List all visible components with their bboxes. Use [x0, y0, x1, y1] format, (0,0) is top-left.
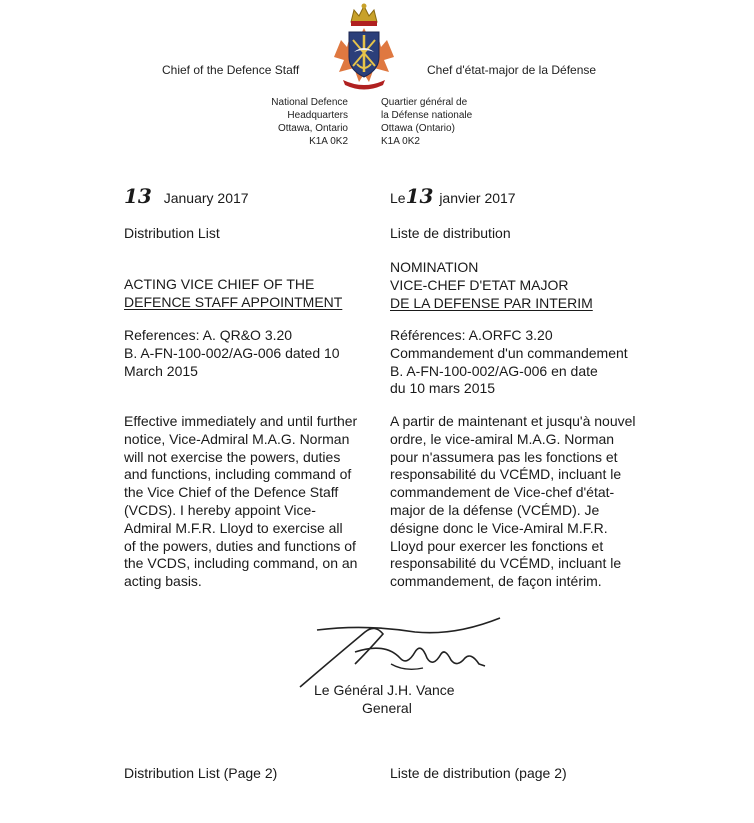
body-en [124, 413, 357, 591]
reference-line: Commandement d'un commandement [390, 344, 628, 361]
reference-line: References: A. QR&O 3.20 [124, 327, 293, 343]
subject-en-line: DEFENCE STAFF APPOINTMENT [124, 293, 343, 310]
body-line: responsabilité du VCÉMD, incluant le [390, 466, 622, 483]
body-line: Lloyd pour exercer les fonctions et [390, 537, 604, 554]
subject-fr-line: DE LA DEFENSE PAR INTERIM [390, 294, 593, 311]
address-fr-line: Quartier général de [381, 97, 468, 108]
subject-fr-line: VICE-CHEF D'ETAT MAJOR [390, 276, 569, 293]
signature-name: Le Général J.H. Vance [314, 682, 455, 698]
address-en-line: Ottawa, Ontario [277, 123, 348, 134]
footer-en: Distribution List (Page 2) [124, 765, 278, 781]
reference-line: Références: A.ORFC 3.20 [390, 327, 553, 343]
address-en-line: National Defence [271, 97, 348, 108]
subject-en [124, 276, 342, 312]
address-fr-line: Ottawa (Ontario) [381, 123, 455, 134]
reference-line: March 2015 [124, 362, 198, 379]
body-line: Admiral M.F.R. Lloyd to exercise all [124, 519, 343, 536]
subject-fr-line: NOMINATION [390, 259, 479, 275]
body-line: will not exercise the powers, duties [124, 448, 341, 465]
body-line: pour n'assumera pas les fonctions et [390, 448, 618, 465]
distribution-en: Distribution List [124, 225, 220, 241]
date-day-handwritten: 13 [124, 184, 152, 208]
body-line: (VCDS). I hereby appoint Vice- [124, 501, 316, 518]
body-line: and functions, including command of [124, 466, 352, 483]
header-title-fr: Chef d'état-major de la Défense [427, 63, 597, 77]
handwritten-signature [295, 612, 505, 692]
body-line: responsabilité du VCÉMD, incluant le [390, 555, 622, 572]
body-line: the VCDS, including command, on an [124, 555, 358, 572]
crest-emblem [329, 2, 399, 92]
body-line: notice, Vice-Admiral M.A.G. Norman [124, 430, 350, 447]
reference-line: B. A-FN-100-002/AG-006 dated 10 [124, 344, 340, 361]
date-fr-rest: janvier 2017 [439, 190, 516, 206]
body-line: commandement de Vice-chef d'état- [390, 484, 615, 501]
subject-fr [390, 259, 593, 312]
reference-line: B. A-FN-100-002/AG-006 en date [390, 362, 598, 379]
body-line: désigne donc le Vice-Amiral M.F.R. [390, 519, 608, 536]
address-fr [381, 96, 472, 148]
address-en [271, 96, 348, 148]
address-en-line: K1A 0K2 [309, 136, 348, 147]
references-en [124, 327, 340, 380]
body-line: Effective immediately and until further [124, 413, 358, 429]
body-line: commandement, de façon intérim. [390, 573, 602, 590]
body-line: A partir de maintenant et jusqu'à nouvel [390, 413, 636, 429]
date-en [124, 184, 249, 208]
date-fr-prefix: Le [390, 190, 406, 206]
subject-en-line: ACTING VICE CHIEF OF THE [124, 276, 315, 292]
reference-line: du 10 mars 2015 [390, 380, 496, 397]
signature-rank: General [362, 700, 412, 716]
body-line: of the powers, duties and functions of [124, 537, 356, 554]
body-line: the Vice Chief of the Defence Staff [124, 484, 339, 501]
references-fr [390, 327, 628, 398]
address-fr-line: K1A 0K2 [381, 136, 420, 147]
date-day-handwritten-fr: 13 [405, 184, 434, 208]
body-line: ordre, le vice-amiral M.A.G. Norman [390, 430, 615, 447]
date-en-rest: January 2017 [163, 190, 249, 206]
date-fr [390, 184, 516, 208]
distribution-fr: Liste de distribution [390, 225, 511, 241]
address-en-line: Headquarters [287, 110, 348, 121]
address-fr-line: la Défense nationale [381, 110, 473, 121]
footer-fr: Liste de distribution (page 2) [390, 765, 567, 781]
body-fr [390, 413, 636, 591]
body-line: major de la défense (VCÉMD). Je [390, 501, 600, 518]
header-title-en: Chief of the Defence Staff [162, 63, 300, 77]
body-line: acting basis. [124, 573, 202, 590]
